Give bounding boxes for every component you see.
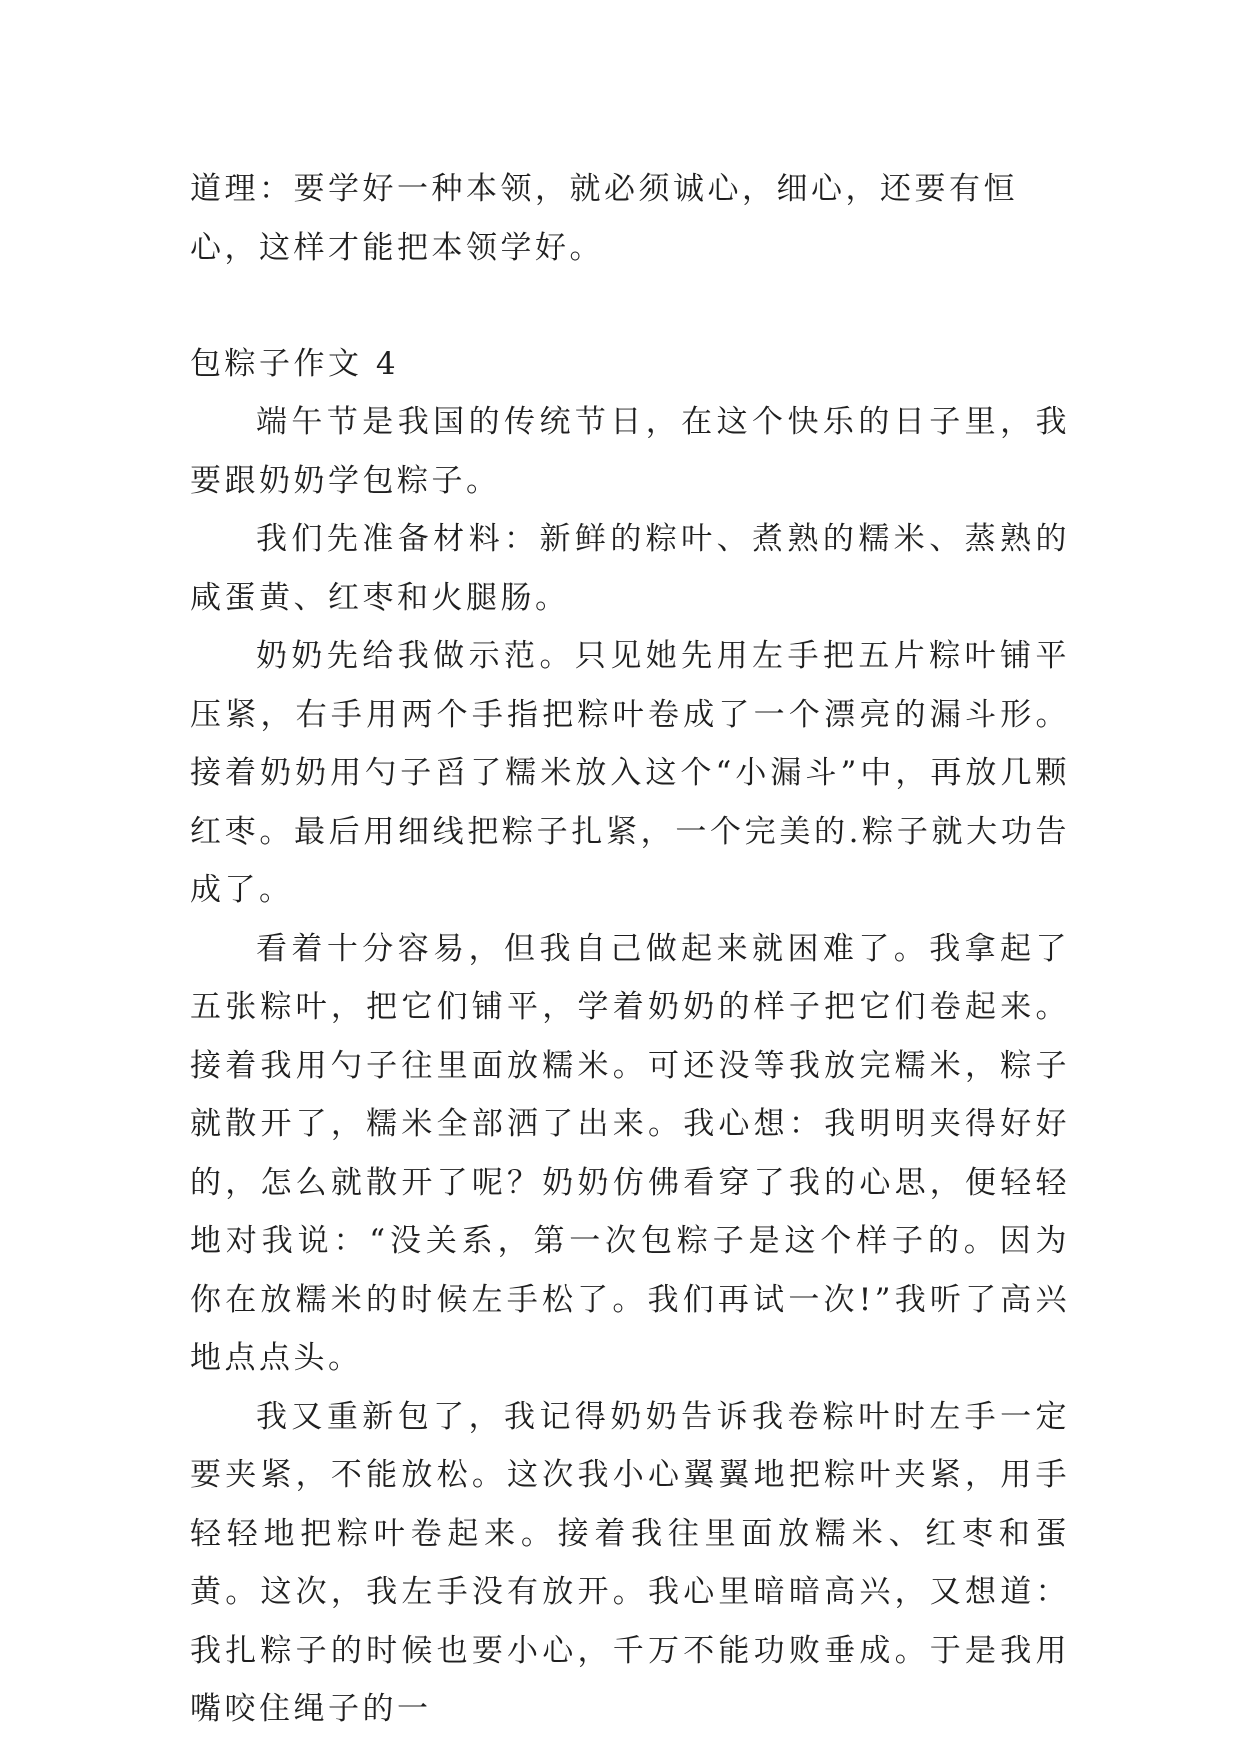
essay-paragraph-2: 我们先准备材料：新鲜的粽叶、煮熟的糯米、蒸熟的咸蛋黄、红枣和火腿肠。 xyxy=(190,521,1070,616)
essay-body xyxy=(190,393,1070,1739)
essay-paragraph-1: 端午节是我国的传统节日，在这个快乐的日子里，我要跟奶奶学包粽子。 xyxy=(190,404,1070,499)
moral-paragraph: 道理：要学好一种本领，就必须诚心，细心，还要有恒心，这样才能把本领学好。 xyxy=(190,171,1018,266)
essay-title: 包粽子作文 4 xyxy=(190,346,400,382)
essay-paragraph-4: 看着十分容易，但我自己做起来就困难了。我拿起了五张粽叶，把它们铺平，学着奶奶的样子把它们卷起来。接着我用勺子往里面放糯米。可还没等我放完糯米，粽子就散开了，糯米全部洒了出来。我心想：我明明夹得好好的，怎么就散开了呢？奶奶仿佛看穿了我的心思，便轻轻地对我说：“没关系，第一次包粽子是这个样子的。因为你在放糯米的时候左手松了。我们再试一次!”我听了高兴地点点头。 xyxy=(190,930,1070,1376)
essay-paragraph-3: 奶奶先给我做示范。只见她先用左手把五片粽叶铺平压紧，右手用两个手指把粽叶卷成了一个漂亮的漏斗形。接着奶奶用勺子舀了糯米放入这个“小漏斗”中，再放几颗红枣。最后用细线把粽子扎紧，一个完美的.粽子就大功告成了。 xyxy=(190,638,1070,908)
essay-paragraph-5: 我又重新包了，我记得奶奶告诉我卷粽叶时左手一定要夹紧，不能放松。这次我小心翼翼地把粽叶夹紧，用手轻轻地把粽叶卷起来。接着我往里面放糯米、红枣和蛋黄。这次，我左手没有放开。我心里暗暗高兴，又想道：我扎粽子的时候也要小心，千万不能功败垂成。于是我用嘴咬住绳子的一 xyxy=(190,1398,1070,1727)
